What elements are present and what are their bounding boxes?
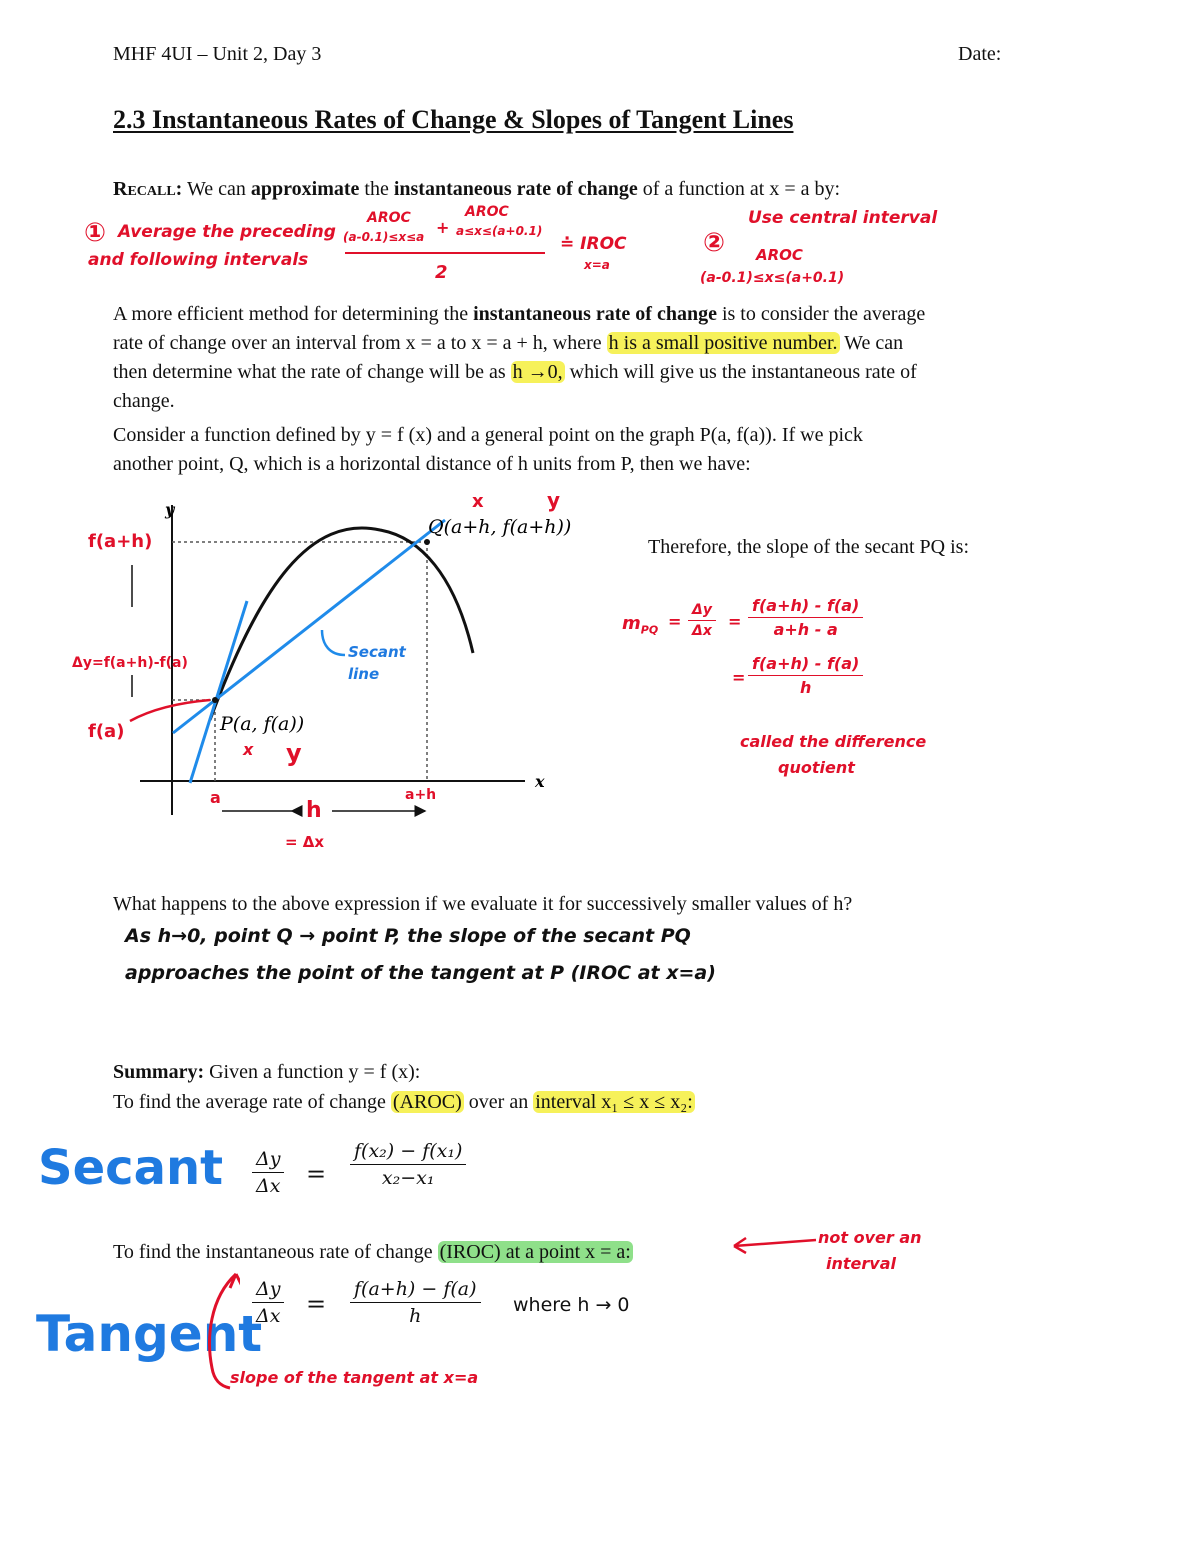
point-p — [212, 697, 218, 703]
not-over-arrow — [730, 1234, 820, 1254]
tangent-line — [190, 601, 247, 783]
aroc-dy-dx: Δy Δx — [252, 1148, 284, 1197]
date-label: Date: — [958, 43, 1002, 65]
iroc-equals: = — [306, 1290, 327, 1318]
hand-f-a-h: f(a+h) — [88, 531, 153, 552]
hand-delta-y: Δy=f(a+h)-f(a) — [72, 655, 188, 671]
hand-f-a: f(a) — [88, 721, 125, 742]
point-q — [424, 539, 430, 545]
difference-quotient-2: f(a+h) - f(a) h — [748, 654, 863, 697]
not-over-line2: interval — [826, 1254, 896, 1273]
question-text: What happens to the above expression if we evaluate it for successively smaller values of h? — [113, 893, 853, 915]
recall-line: Recall: We can approximate the instantaneous rate of change of a function at x = a by: — [113, 178, 841, 200]
para1-line1: A more efficient method for determining the instantaneous rate of change is to consider the average — [113, 303, 926, 325]
eq-sign-2: = — [728, 612, 742, 631]
q-label: Q(a+h, f(a+h)) — [428, 516, 572, 538]
recall-label: Recall: — [113, 178, 183, 200]
hand-p-y: y — [286, 739, 302, 767]
hand-q-x: x — [472, 491, 484, 512]
highlight-h-to-zero: h →0, — [512, 361, 563, 383]
iroc-dy-dx: Δy Δx — [252, 1278, 284, 1327]
summary-label: Summary: — [113, 1061, 205, 1083]
average-fraction-bar — [345, 252, 545, 254]
dy-over-dx: Δy Δx — [688, 602, 716, 639]
page-title: 2.3 Instantaneous Rates of Change & Slopes of Tangent Lines — [113, 105, 794, 134]
aroc-left-interval: (a-0.1)≤x≤a — [343, 230, 425, 244]
course-header: MHF 4UI – Unit 2, Day 3 — [113, 43, 322, 65]
p-label: P(a, f(a)) — [220, 713, 305, 735]
hand-q-y: y — [547, 488, 561, 512]
aroc-right: AROC — [465, 204, 509, 220]
called-line2: quotient — [778, 758, 855, 777]
function-curve — [210, 528, 473, 720]
tick-a-plus-h: a+h — [405, 787, 437, 803]
highlight-interval: interval x₁ ≤ x ≤ x₂: — [535, 1091, 693, 1113]
hand-secant-2: line — [348, 665, 380, 683]
plus-sign: + — [436, 218, 450, 237]
aroc-instruction: To find the average rate of change (AROC) over an interval x₁ ≤ x ≤ x₂: — [113, 1091, 693, 1113]
tangent-word: Tangent — [36, 1305, 263, 1363]
method1-line2: and following intervals — [88, 250, 309, 270]
where-h-to-zero: where h → 0 — [513, 1294, 630, 1316]
aroc-right-interval: a≤x≤(a+0.1) — [456, 224, 543, 238]
delta-x-label: = Δx — [285, 833, 325, 851]
answer-line2: approaches the point of the tangent at P (IROC at x=a) — [125, 962, 716, 984]
summary-intro: Summary: Given a function y = f (x): — [113, 1061, 421, 1083]
h-label: h — [306, 798, 322, 823]
para2-line1: Consider a function defined by y = f (x) and a general point on the graph P(a, f(a)). If we pick — [113, 424, 863, 446]
tick-a: a — [210, 788, 221, 807]
hand-secant-1: Secant — [348, 643, 406, 661]
eq-sign-3: = — [732, 668, 746, 687]
method1-number: ① — [84, 218, 107, 248]
y-axis-label: y — [165, 500, 175, 519]
approx-iroc: ≐ IROC — [560, 234, 627, 254]
secant-word: Secant — [38, 1140, 224, 1196]
slope-secant-text: Therefore, the slope of the secant PQ is: — [648, 536, 970, 558]
f-a-pointer-arrow — [130, 700, 210, 721]
divisor-two: 2 — [435, 262, 448, 283]
method2-aroc: AROC — [756, 246, 803, 264]
approx-iroc-at: x=a — [584, 258, 610, 272]
iroc-formula: f(a+h) − f(a) h — [350, 1278, 481, 1327]
secant-pointer-arrow — [322, 630, 345, 655]
method2-number: ② — [703, 228, 726, 258]
highlight-aroc: (AROC) — [392, 1091, 462, 1113]
aroc-equals: = — [306, 1160, 327, 1188]
x-axis-label: x — [535, 772, 545, 791]
eq-sign-1: = — [668, 612, 682, 631]
answer-line1: As h→0, point Q → point P, the slope of the secant PQ — [125, 925, 691, 947]
m-pq: $m_{PQ}$ — [622, 613, 659, 637]
aroc-formula: f(x₂) − f(x₁) x₂−x₁ — [350, 1140, 466, 1189]
para2-line2: another point, Q, which is a horizontal distance of h units from P, then we have: — [113, 453, 751, 475]
not-over-line1: not over an — [818, 1228, 922, 1247]
para1-line2: rate of change over an interval from x = a to x = a + h, where h is a small positive number. We can — [113, 332, 904, 354]
difference-quotient-1: f(a+h) - f(a) a+h - a — [748, 596, 863, 639]
slope-tangent-note: slope of the tangent at x=a — [230, 1368, 479, 1387]
secant-graph — [60, 485, 620, 865]
aroc-left: AROC — [367, 210, 411, 226]
iroc-instruction: To find the instantaneous rate of change (IROC) at a point x = a: — [113, 1241, 631, 1263]
method1-line1: Average the preceding — [118, 222, 336, 242]
method2-interval: (a-0.1)≤x≤(a+0.1) — [700, 270, 845, 286]
highlight-iroc: (IROC) at a point x = a: — [439, 1241, 631, 1263]
method2-line1: Use central interval — [748, 208, 938, 228]
hand-p-x: x — [243, 740, 254, 759]
para1-line3: then determine what the rate of change will be as h →0, which will give us the instantaneous rate of — [113, 361, 917, 383]
called-line1: called the difference — [740, 732, 927, 751]
highlight-small-h: h is a small positive number. — [608, 332, 838, 354]
para1-line4: change. — [113, 390, 175, 412]
